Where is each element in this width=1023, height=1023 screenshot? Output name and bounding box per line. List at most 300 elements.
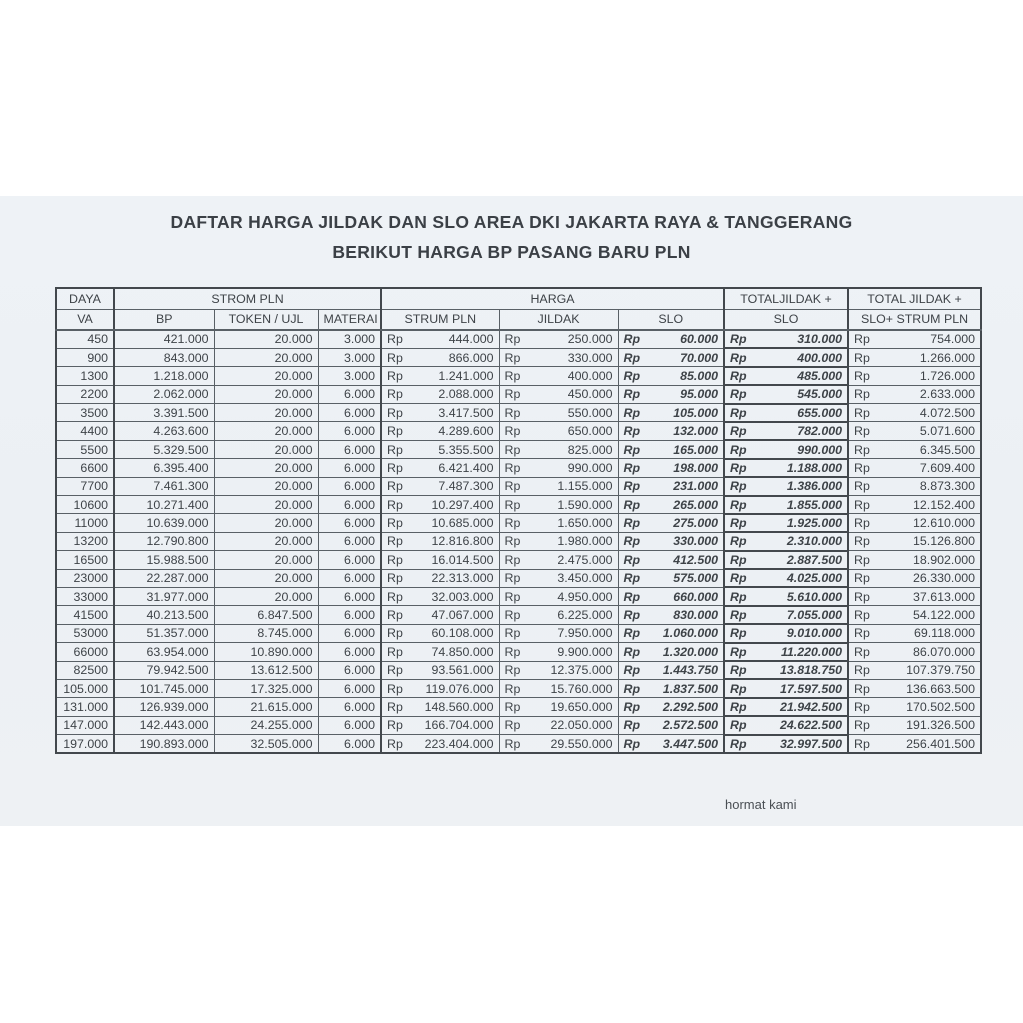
token-ujl-cell: 24.255.000	[214, 716, 318, 734]
currency-prefix: Rp	[623, 479, 641, 494]
cell-value: 990.000	[567, 460, 613, 475]
currency-prefix: Rp	[504, 626, 521, 641]
bp-cell: 79.942.500	[114, 661, 214, 679]
strum-pln-cell	[381, 532, 499, 550]
currency-prefix: Rp	[623, 663, 641, 678]
cell-value: 2.887.500	[786, 552, 843, 567]
jildak-cell	[499, 532, 618, 550]
strum-pln-cell	[381, 330, 499, 348]
currency-prefix: Rp	[623, 332, 641, 347]
bp-cell: 142.443.000	[114, 716, 214, 734]
currency-prefix: Rp	[854, 497, 870, 512]
jildak-cell	[499, 496, 618, 514]
currency-prefix: Rp	[504, 644, 521, 659]
slo-cell	[618, 643, 724, 661]
currency-prefix: Rp	[854, 736, 870, 751]
cell-value: 2.310.000	[786, 534, 843, 549]
bp-cell: 101.745.000	[114, 679, 214, 697]
cell-value: 256.401.500	[906, 736, 976, 751]
jildak-cell	[499, 716, 618, 734]
table-row	[56, 496, 981, 514]
header-strum-pln: STRUM PLN	[381, 309, 499, 330]
table-row	[56, 459, 981, 477]
bp-cell: 3.391.500	[114, 404, 214, 422]
jildak-cell	[499, 404, 618, 422]
daya-cell: 23000	[56, 569, 114, 587]
total-jildak-slo-cell	[724, 514, 848, 532]
currency-prefix: Rp	[623, 644, 641, 659]
jildak-cell	[499, 367, 618, 385]
cell-value: 4.072.500	[919, 405, 976, 420]
cell-value: 8.873.300	[919, 479, 976, 494]
total-all-cell	[848, 459, 981, 477]
cell-value: 165.000	[673, 442, 719, 457]
slo-cell	[618, 477, 724, 495]
token-ujl-cell: 20.000	[214, 532, 318, 550]
daya-cell: 11000	[56, 514, 114, 532]
total-all-cell	[848, 477, 981, 495]
cell-value: 12.375.000	[550, 663, 613, 678]
cell-value: 1.590.000	[557, 497, 613, 512]
currency-prefix: Rp	[854, 608, 870, 623]
daya-cell: 131.000	[56, 698, 114, 716]
total-jildak-slo-cell	[724, 330, 848, 348]
cell-value: 11.220.000	[780, 644, 843, 659]
currency-prefix: Rp	[854, 479, 870, 494]
currency-prefix: Rp	[387, 534, 403, 549]
cell-value: 15.126.800	[913, 534, 976, 549]
total-all-cell	[848, 422, 981, 440]
materai-cell: 3.000	[318, 348, 381, 366]
currency-prefix: Rp	[854, 460, 870, 475]
currency-prefix: Rp	[387, 589, 403, 604]
currency-prefix: Rp	[854, 571, 870, 586]
total-all-cell	[848, 514, 981, 532]
total-jildak-slo-cell	[724, 496, 848, 514]
slo-cell	[618, 698, 724, 716]
currency-prefix: Rp	[730, 718, 747, 733]
slo-cell	[618, 330, 724, 348]
table-row	[56, 624, 981, 642]
daya-cell: 450	[56, 330, 114, 348]
table-row	[56, 422, 981, 440]
cell-value: 265.000	[673, 497, 719, 512]
cell-value: 136.663.500	[906, 681, 976, 696]
token-ujl-cell: 20.000	[214, 459, 318, 477]
cell-value: 148.560.000	[424, 700, 494, 714]
total-jildak-slo-cell	[724, 459, 848, 477]
materai-cell: 6.000	[318, 606, 381, 624]
currency-prefix: Rp	[387, 644, 403, 659]
strum-pln-cell	[381, 569, 499, 587]
strum-pln-cell	[381, 551, 499, 569]
table-row	[56, 643, 981, 661]
bp-cell: 421.000	[114, 330, 214, 348]
strum-pln-cell	[381, 385, 499, 403]
currency-prefix: Rp	[623, 552, 641, 567]
cell-value: 7.609.400	[919, 460, 976, 475]
jildak-cell	[499, 440, 618, 458]
cell-value: 1.925.000	[786, 516, 843, 531]
cell-value: 1.266.000	[919, 350, 976, 365]
slo-cell	[618, 569, 724, 587]
materai-cell: 6.000	[318, 440, 381, 458]
currency-prefix: Rp	[387, 332, 403, 347]
currency-prefix: Rp	[387, 368, 403, 383]
currency-prefix: Rp	[504, 516, 521, 531]
total-jildak-slo-cell	[724, 367, 848, 385]
cell-value: 24.622.500	[780, 718, 843, 733]
table-row	[56, 569, 981, 587]
total-jildak-slo-cell	[724, 348, 848, 366]
cell-value: 21.942.500	[780, 700, 843, 714]
currency-prefix: Rp	[623, 460, 641, 475]
total-jildak-slo-cell	[724, 551, 848, 569]
header-materai: MATERAI	[318, 309, 381, 330]
cell-value: 69.118.000	[913, 626, 976, 641]
daya-cell: 2200	[56, 385, 114, 403]
cell-value: 6.421.400	[438, 460, 494, 475]
cell-value: 1.837.500	[662, 681, 719, 696]
token-ujl-cell: 20.000	[214, 477, 318, 495]
strum-pln-cell	[381, 367, 499, 385]
currency-prefix: Rp	[623, 626, 641, 641]
materai-cell: 6.000	[318, 385, 381, 403]
daya-cell: 41500	[56, 606, 114, 624]
strum-pln-cell	[381, 404, 499, 422]
currency-prefix: Rp	[730, 626, 747, 641]
table-row	[56, 551, 981, 569]
currency-prefix: Rp	[623, 534, 641, 549]
cell-value: 4.025.000	[786, 571, 843, 586]
cell-value: 4.950.000	[557, 589, 613, 604]
currency-prefix: Rp	[730, 460, 747, 475]
cell-value: 223.404.000	[424, 736, 494, 751]
currency-prefix: Rp	[387, 442, 403, 457]
cell-value: 2.292.500	[662, 700, 719, 714]
cell-value: 10.685.000	[431, 516, 494, 531]
cell-value: 9.010.000	[786, 626, 843, 641]
materai-cell: 3.000	[318, 367, 381, 385]
total-all-cell	[848, 330, 981, 348]
daya-cell: 4400	[56, 422, 114, 440]
bp-cell: 126.939.000	[114, 698, 214, 716]
currency-prefix: Rp	[730, 644, 747, 659]
slo-cell	[618, 606, 724, 624]
currency-prefix: Rp	[387, 497, 403, 512]
jildak-cell	[499, 330, 618, 348]
cell-value: 170.502.500	[906, 700, 976, 714]
currency-prefix: Rp	[387, 571, 403, 586]
cell-value: 782.000	[797, 424, 843, 439]
token-ujl-cell: 20.000	[214, 587, 318, 605]
cell-value: 119.076.000	[425, 681, 494, 696]
bp-cell: 5.329.500	[114, 440, 214, 458]
daya-cell: 10600	[56, 496, 114, 514]
strum-pln-cell	[381, 440, 499, 458]
cell-value: 660.000	[673, 589, 719, 604]
cell-value: 70.000	[680, 350, 719, 365]
cell-value: 7.950.000	[557, 626, 613, 641]
slo-cell	[618, 348, 724, 366]
currency-prefix: Rp	[623, 497, 641, 512]
slo-cell	[618, 404, 724, 422]
header-total-all-line2: SLO+ STRUM PLN	[848, 309, 981, 330]
currency-prefix: Rp	[730, 552, 747, 567]
document-title	[0, 196, 1023, 267]
total-jildak-slo-cell	[724, 624, 848, 642]
total-jildak-slo-cell	[724, 404, 848, 422]
bp-cell: 2.062.000	[114, 385, 214, 403]
cell-value: 47.067.000	[431, 608, 494, 623]
currency-prefix: Rp	[854, 516, 870, 531]
slo-cell	[618, 716, 724, 734]
header-va: VA	[56, 309, 114, 330]
cell-value: 1.726.000	[919, 368, 976, 383]
header-total-jildak-slo-line1: TOTALJILDAK +	[724, 288, 848, 309]
strum-pln-cell	[381, 477, 499, 495]
token-ujl-cell: 20.000	[214, 348, 318, 366]
price-table-body	[56, 330, 981, 753]
table-row	[56, 606, 981, 624]
slo-cell	[618, 551, 724, 569]
cell-value: 74.850.000	[431, 644, 494, 659]
currency-prefix: Rp	[730, 350, 747, 365]
currency-prefix: Rp	[730, 387, 747, 402]
table-row	[56, 385, 981, 403]
total-jildak-slo-cell	[724, 569, 848, 587]
cell-value: 2.475.000	[557, 552, 613, 567]
cell-value: 655.000	[797, 405, 843, 420]
cell-value: 866.000	[448, 350, 494, 365]
table-row	[56, 404, 981, 422]
cell-value: 3.417.500	[438, 405, 494, 420]
currency-prefix: Rp	[623, 387, 641, 402]
total-jildak-slo-cell	[724, 587, 848, 605]
cell-value: 310.000	[797, 332, 843, 347]
strum-pln-cell	[381, 698, 499, 716]
cell-value: 18.902.000	[913, 552, 976, 567]
cell-value: 330.000	[567, 350, 613, 365]
currency-prefix: Rp	[387, 681, 403, 696]
currency-prefix: Rp	[623, 718, 641, 733]
header-strom-pln-group: STROM PLN	[114, 288, 381, 309]
total-all-cell	[848, 624, 981, 642]
bp-cell: 10.271.400	[114, 496, 214, 514]
cell-value: 1.060.000	[662, 626, 719, 641]
token-ujl-cell: 20.000	[214, 367, 318, 385]
currency-prefix: Rp	[854, 424, 870, 439]
jildak-cell	[499, 569, 618, 587]
jildak-cell	[499, 385, 618, 403]
currency-prefix: Rp	[854, 700, 870, 714]
jildak-cell	[499, 606, 618, 624]
currency-prefix: Rp	[623, 608, 641, 623]
cell-value: 105.000	[673, 405, 719, 420]
currency-prefix: Rp	[730, 442, 747, 457]
strum-pln-cell	[381, 348, 499, 366]
currency-prefix: Rp	[504, 497, 521, 512]
bp-cell: 7.461.300	[114, 477, 214, 495]
currency-prefix: Rp	[623, 700, 641, 714]
cell-value: 22.313.000	[431, 571, 494, 586]
cell-value: 1.443.750	[662, 663, 719, 678]
materai-cell: 6.000	[318, 459, 381, 477]
token-ujl-cell: 20.000	[214, 514, 318, 532]
jildak-cell	[499, 551, 618, 569]
strum-pln-cell	[381, 459, 499, 477]
bp-cell: 6.395.400	[114, 459, 214, 477]
jildak-cell	[499, 514, 618, 532]
currency-prefix: Rp	[504, 663, 521, 678]
strum-pln-cell	[381, 624, 499, 642]
token-ujl-cell: 13.612.500	[214, 661, 318, 679]
slo-cell	[618, 532, 724, 550]
currency-prefix: Rp	[504, 424, 521, 439]
token-ujl-cell: 10.890.000	[214, 643, 318, 661]
total-jildak-slo-cell	[724, 643, 848, 661]
strum-pln-cell	[381, 606, 499, 624]
strum-pln-cell	[381, 735, 499, 753]
bp-cell: 190.893.000	[114, 735, 214, 753]
header-total-all-line1: TOTAL JILDAK +	[848, 288, 981, 309]
strum-pln-cell	[381, 661, 499, 679]
currency-prefix: Rp	[623, 442, 641, 457]
token-ujl-cell: 20.000	[214, 330, 318, 348]
slo-cell	[618, 459, 724, 477]
currency-prefix: Rp	[730, 589, 747, 604]
jildak-cell	[499, 477, 618, 495]
cell-value: 650.000	[567, 424, 613, 439]
title-line-1: DAFTAR HARGA JILDAK DAN SLO AREA DKI JAKARTA RAYA & TANGGERANG	[170, 212, 853, 232]
currency-prefix: Rp	[854, 405, 870, 420]
strum-pln-cell	[381, 679, 499, 697]
slo-cell	[618, 496, 724, 514]
cell-value: 19.650.000	[550, 700, 613, 714]
materai-cell: 6.000	[318, 477, 381, 495]
cell-value: 7.055.000	[786, 608, 843, 623]
currency-prefix: Rp	[854, 644, 870, 659]
currency-prefix: Rp	[730, 497, 747, 512]
total-jildak-slo-cell	[724, 679, 848, 697]
total-jildak-slo-cell	[724, 735, 848, 753]
currency-prefix: Rp	[387, 387, 403, 402]
jildak-cell	[499, 698, 618, 716]
cell-value: 12.816.800	[431, 534, 494, 549]
bp-cell: 4.263.600	[114, 422, 214, 440]
currency-prefix: Rp	[730, 516, 747, 531]
cell-value: 6.345.500	[919, 442, 976, 457]
table-row	[56, 348, 981, 366]
cell-value: 16.014.500	[431, 552, 494, 567]
total-all-cell	[848, 496, 981, 514]
daya-cell: 900	[56, 348, 114, 366]
cell-value: 250.000	[567, 332, 613, 347]
total-all-cell	[848, 698, 981, 716]
cell-value: 1.155.000	[557, 479, 613, 494]
table-header	[56, 288, 981, 330]
currency-prefix: Rp	[730, 571, 747, 586]
cell-value: 754.000	[930, 332, 976, 347]
slo-cell	[618, 661, 724, 679]
currency-prefix: Rp	[854, 718, 870, 733]
cell-value: 1.980.000	[557, 534, 613, 549]
currency-prefix: Rp	[387, 552, 403, 567]
bp-cell: 843.000	[114, 348, 214, 366]
currency-prefix: Rp	[623, 516, 641, 531]
daya-cell: 6600	[56, 459, 114, 477]
daya-cell: 3500	[56, 404, 114, 422]
currency-prefix: Rp	[623, 368, 641, 383]
cell-value: 830.000	[673, 608, 719, 623]
materai-cell: 6.000	[318, 587, 381, 605]
daya-cell: 13200	[56, 532, 114, 550]
cell-value: 1.650.000	[557, 516, 613, 531]
currency-prefix: Rp	[504, 405, 521, 420]
cell-value: 32.003.000	[431, 589, 494, 604]
price-table	[55, 287, 982, 754]
materai-cell: 6.000	[318, 661, 381, 679]
currency-prefix: Rp	[504, 460, 521, 475]
table-row	[56, 514, 981, 532]
token-ujl-cell: 8.745.000	[214, 624, 318, 642]
table-row	[56, 679, 981, 697]
cell-value: 5.071.600	[919, 424, 976, 439]
jildak-cell	[499, 735, 618, 753]
daya-cell: 16500	[56, 551, 114, 569]
jildak-cell	[499, 348, 618, 366]
cell-value: 93.561.000	[431, 663, 494, 678]
total-jildak-slo-cell	[724, 385, 848, 403]
currency-prefix: Rp	[504, 552, 521, 567]
daya-cell: 105.000	[56, 679, 114, 697]
total-all-cell	[848, 404, 981, 422]
total-all-cell	[848, 367, 981, 385]
cell-value: 2.633.000	[919, 387, 976, 402]
table-row	[56, 716, 981, 734]
strum-pln-cell	[381, 514, 499, 532]
cell-value: 444.000	[448, 332, 494, 347]
table-row	[56, 587, 981, 605]
currency-prefix: Rp	[504, 736, 521, 751]
cell-value: 29.550.000	[550, 736, 613, 751]
materai-cell: 6.000	[318, 532, 381, 550]
currency-prefix: Rp	[504, 700, 521, 714]
cell-value: 198.000	[673, 460, 719, 475]
currency-prefix: Rp	[623, 736, 641, 751]
currency-prefix: Rp	[504, 479, 521, 494]
cell-value: 825.000	[567, 442, 613, 457]
jildak-cell	[499, 661, 618, 679]
header-total-jildak-slo-line2: SLO	[724, 309, 848, 330]
currency-prefix: Rp	[504, 442, 521, 457]
slo-cell	[618, 679, 724, 697]
currency-prefix: Rp	[854, 332, 870, 347]
currency-prefix: Rp	[387, 626, 403, 641]
cell-value: 4.289.600	[438, 424, 494, 439]
materai-cell: 6.000	[318, 496, 381, 514]
currency-prefix: Rp	[730, 534, 747, 549]
cell-value: 3.447.500	[662, 736, 719, 751]
currency-prefix: Rp	[854, 626, 870, 641]
daya-cell: 1300	[56, 367, 114, 385]
token-ujl-cell: 20.000	[214, 551, 318, 569]
closing-salutation: hormat kami	[725, 797, 797, 812]
title-line-2: BERIKUT HARGA BP PASANG BARU PLN	[332, 242, 691, 262]
cell-value: 32.997.500	[780, 736, 843, 751]
currency-prefix: Rp	[387, 350, 403, 365]
bp-cell: 51.357.000	[114, 624, 214, 642]
